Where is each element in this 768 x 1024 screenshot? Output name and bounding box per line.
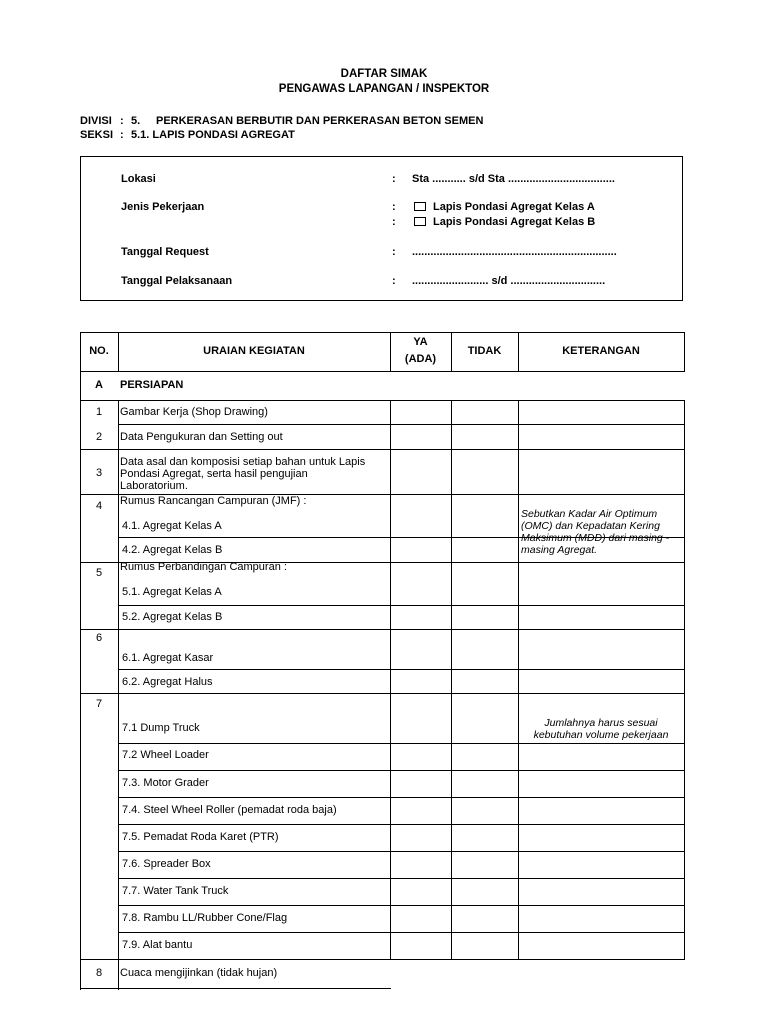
row-4-note-line-3: Maksimum (MDD) dari masing - <box>521 532 670 544</box>
seksi-colon: : <box>120 129 124 141</box>
row-7-1: 7.1 Dump Truck <box>122 722 200 734</box>
grid-hline-8 <box>118 605 685 606</box>
row-4-1: 4.1. Agregat Kelas A <box>122 520 222 532</box>
section-a-no: A <box>95 379 103 391</box>
row-6-2: 6.2. Agregat Halus <box>122 676 213 688</box>
row-3-text-line-3: Laboratorium. <box>120 480 188 492</box>
option-kelas-a-label: Lapis Pondasi Agregat Kelas A <box>433 201 595 213</box>
header-tidak: TIDAK <box>467 345 502 357</box>
divisi-colon: : <box>120 115 124 127</box>
grid-hline-12 <box>118 743 685 744</box>
request-colon: : <box>392 246 396 258</box>
grid-hline-3 <box>118 424 685 425</box>
divisi-label: DIVISI <box>80 115 112 127</box>
document-subtitle: PENGAWAS LAPANGAN / INSPEKTOR <box>278 83 490 95</box>
grid-hline-2 <box>80 400 685 401</box>
row-4-no: 4 <box>95 500 103 512</box>
section-a-title: PERSIAPAN <box>120 379 184 391</box>
option-kelas-b-label: Lapis Pondasi Agregat Kelas B <box>433 216 596 228</box>
grid-hline-17 <box>118 878 685 879</box>
row-7-9: 7.9. Alat bantu <box>122 939 193 951</box>
grid-hline-20 <box>80 959 685 960</box>
grid-hline-4 <box>80 449 685 450</box>
grid-hline-1 <box>80 371 685 372</box>
row-7-2: 7.2 Wheel Loader <box>122 749 209 761</box>
grid-hline-14 <box>118 797 685 798</box>
grid-vline-4 <box>390 400 391 960</box>
header-ya-ada: (ADA) <box>404 353 437 365</box>
row-5-no: 5 <box>95 567 103 579</box>
jenis-colon-b: : <box>392 216 396 228</box>
row-3-text-line-1: Data asal dan komposisi setiap bahan untuk Lapis <box>120 456 366 468</box>
lokasi-field[interactable]: Sta ........... s/d Sta ................................... <box>412 173 615 185</box>
row-7-4: 7.4. Steel Wheel Roller (pemadat roda baja) <box>122 804 337 816</box>
row-8-no: 8 <box>95 967 103 979</box>
tanggal-pelaksanaan-field[interactable]: ......................... s/d ............................... <box>412 275 606 287</box>
row-7-3: 7.3. Motor Grader <box>122 777 209 789</box>
row-3-text-line-2: Pondasi Agregat, serta hasil pengujian <box>120 468 308 480</box>
option-kelas-a[interactable] <box>414 201 595 213</box>
row-5-text: Rumus Perbandingan Campuran : <box>120 561 287 573</box>
grid-vline-0 <box>80 332 81 990</box>
lokasi-colon: : <box>392 173 396 185</box>
jenis-colon-a: : <box>392 201 396 213</box>
tanggal-request-label: Tanggal Request <box>121 246 209 258</box>
pelaksanaan-colon: : <box>392 275 396 287</box>
grid-hline-11 <box>80 693 685 694</box>
grid-hline-10 <box>118 669 685 670</box>
row-7-note-line-2: kebutuhan volume pekerjaan <box>533 729 669 741</box>
seksi-value: 5.1. LAPIS PONDASI AGREGAT <box>131 129 295 141</box>
grid-hline-19 <box>118 932 685 933</box>
grid-vline-2 <box>118 400 119 990</box>
grid-vline-10 <box>684 400 685 960</box>
header-keterangan: KETERANGAN <box>562 345 640 357</box>
grid-vline-8 <box>518 400 519 960</box>
row-4-note-line-1: Sebutkan Kadar Air Optimum <box>521 508 658 520</box>
divisi-name: PERKERASAN BERBUTIR DAN PERKERASAN BETON SEMEN <box>156 115 484 127</box>
info-box <box>80 156 683 301</box>
row-7-5: 7.5. Pemadat Roda Karet (PTR) <box>122 831 279 843</box>
grid-hline-0 <box>80 332 685 333</box>
header-ya: YA <box>413 336 428 348</box>
row-3-no: 3 <box>95 467 103 479</box>
checkbox-kelas-b[interactable] <box>414 217 426 226</box>
row-2-text: Data Pengukuran dan Setting out <box>120 431 283 443</box>
checkbox-kelas-a[interactable] <box>414 202 426 211</box>
checklist-table <box>80 332 684 989</box>
row-7-7: 7.7. Water Tank Truck <box>122 885 229 897</box>
tanggal-request-field[interactable]: ................................................................... <box>412 246 617 258</box>
grid-hline-16 <box>118 851 685 852</box>
grid-hline-9 <box>80 629 685 630</box>
jenis-pekerjaan-label: Jenis Pekerjaan <box>121 201 205 213</box>
row-7-note-line-1: Jumlahnya harus sesuai <box>544 717 658 729</box>
grid-vline-6 <box>451 400 452 960</box>
row-4-note-line-4: masing Agregat. <box>521 544 598 556</box>
grid-hline-13 <box>118 770 685 771</box>
row-1-text: Gambar Kerja (Shop Drawing) <box>120 406 268 418</box>
row-4-text: Rumus Rancangan Campuran (JMF) : <box>120 495 307 507</box>
row-4-note-line-2: (OMC) dan Kepadatan Kering <box>521 520 660 532</box>
row-7-8: 7.8. Rambu LL/Rubber Cone/Flag <box>122 912 288 924</box>
grid-hline-18 <box>118 905 685 906</box>
header-uraian: URAIAN KEGIATAN <box>203 345 305 357</box>
grid-hline-21 <box>80 988 391 989</box>
row-6-no: 6 <box>95 632 103 644</box>
grid-hline-15 <box>118 824 685 825</box>
row-2-no: 2 <box>95 431 103 443</box>
row-5-1: 5.1. Agregat Kelas A <box>122 586 222 598</box>
row-8-text: Cuaca mengijinkan (tidak hujan) <box>120 967 278 979</box>
document-title: DAFTAR SIMAK <box>340 68 428 80</box>
row-5-2: 5.2. Agregat Kelas B <box>122 611 223 623</box>
row-6-1: 6.1. Agregat Kasar <box>122 652 214 664</box>
row-7-6: 7.6. Spreader Box <box>122 858 211 870</box>
option-kelas-b[interactable] <box>414 216 595 228</box>
tanggal-pelaksanaan-label: Tanggal Pelaksanaan <box>121 275 233 287</box>
seksi-label: SEKSI <box>80 129 114 141</box>
row-4-2: 4.2. Agregat Kelas B <box>122 544 223 556</box>
divisi-number: 5. <box>131 115 141 127</box>
row-1-no: 1 <box>95 406 103 418</box>
grid-vline-9 <box>684 332 685 372</box>
lokasi-label: Lokasi <box>121 173 156 185</box>
row-7-no: 7 <box>95 698 103 710</box>
header-no: NO. <box>89 345 109 357</box>
